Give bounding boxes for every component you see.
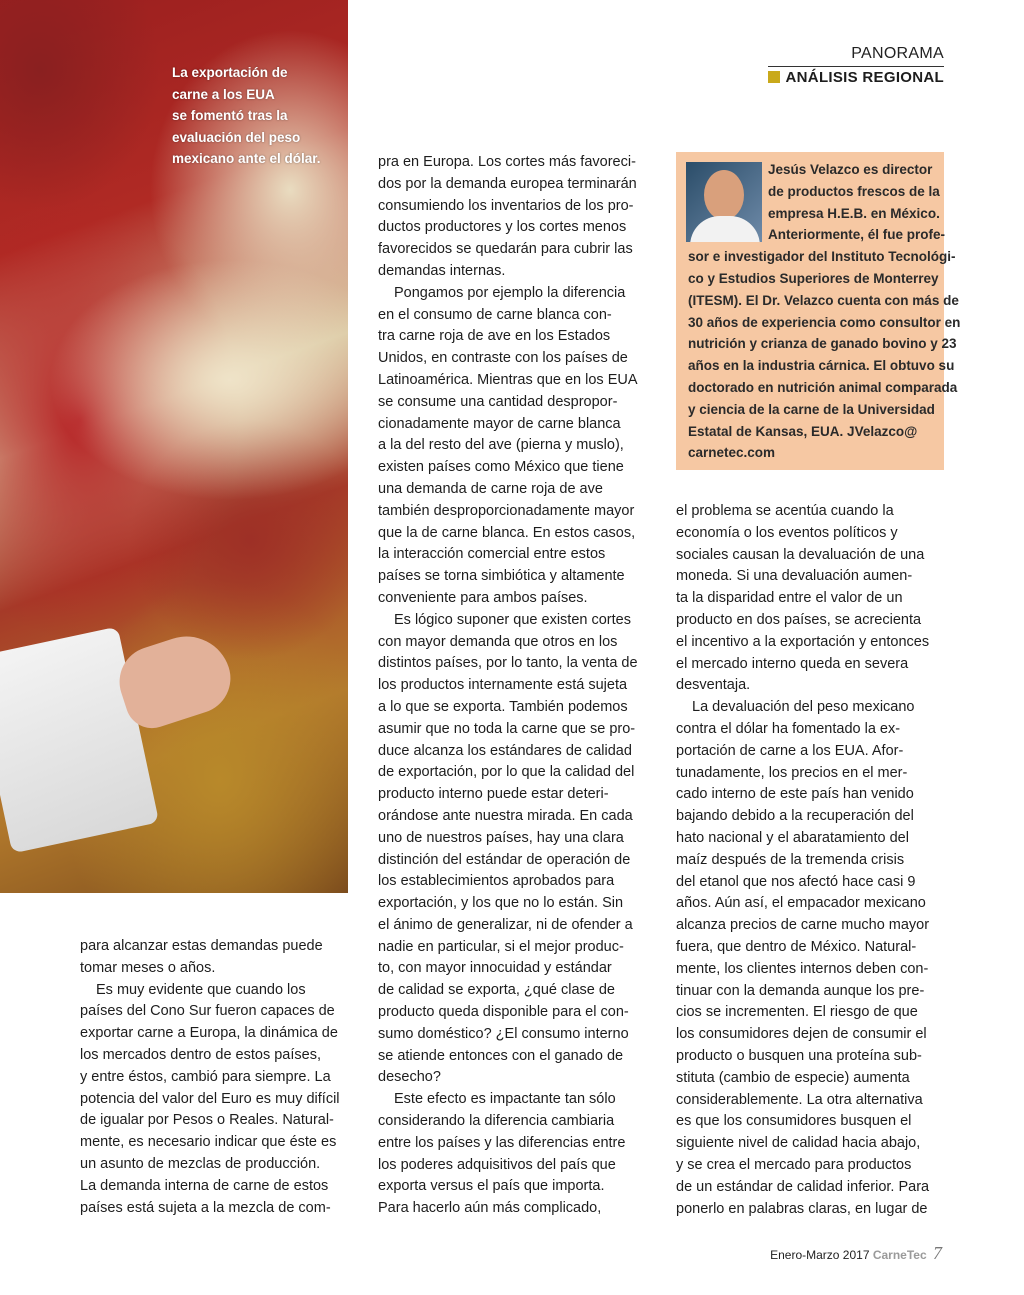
article-line: tinuar con la demanda aunque los pre- [676, 982, 925, 999]
article-line: exporta versus el país que importa. [378, 1178, 605, 1195]
article-column-2 [378, 152, 650, 1220]
article-line: Es lógico suponer que existen cortes [394, 611, 631, 628]
article-line: desventaja. [676, 677, 751, 694]
article-line: países está sujeta a la mezcla de com- [80, 1199, 331, 1216]
bio-line: 30 años de experiencia como consultor en [688, 314, 961, 330]
article-line: los productos internamente está sujeta [378, 677, 628, 694]
article-line: mente, es necesario indicar que éste es [80, 1134, 337, 1151]
article-line: de un estándar de calidad inferior. Para [676, 1178, 930, 1195]
article-line: una demanda de carne roja de ave [378, 480, 603, 497]
bio-line: años en la industria cárnica. El obtuvo su [688, 358, 955, 374]
article-line: potencia del valor del Euro es muy difícil [80, 1090, 340, 1107]
footer-issue: Enero-Marzo 2017 [770, 1248, 870, 1262]
bio-line: doctorado en nutrición animal comparada [688, 379, 958, 395]
bio-line: nutrición y crianza de ganado bovino y 23 [688, 336, 957, 352]
article-line: de calidad se exporta, ¿qué clase de [378, 982, 615, 999]
subsection-label: ANÁLISIS REGIONAL [785, 69, 944, 86]
article-line: también desproporcionadamente mayor [378, 502, 635, 519]
article-line: hato nacional y el abaratamiento del [676, 829, 909, 846]
article-line: los poderes adquisitivos del país que [378, 1156, 616, 1173]
article-line: a la del resto del ave (pierna y muslo), [378, 437, 624, 454]
article-line: considerablemente. La otra alternativa [676, 1091, 923, 1108]
bio-line: Estatal de Kansas, EUA. JVelazco@ [688, 423, 918, 439]
article-line: la interacción comercial entre estos [378, 546, 606, 563]
page-footer [770, 1243, 942, 1264]
article-line: y se crea el mercado para productos [676, 1156, 912, 1173]
article-line: consumiendo los inventarios de los pro- [378, 197, 634, 214]
article-line: Latinoamérica. Mientras que en los EUA [378, 371, 638, 388]
article-line: favorecidos se quedarán para cubrir las [378, 241, 633, 258]
article-line: del etanol que nos afectó hace casi 9 [676, 873, 916, 890]
article-line: ta la disparidad entre el valor de un [676, 590, 903, 607]
article-line: La demanda interna de carne de estos [80, 1177, 329, 1194]
article-line: producto interno puede estar deteri- [378, 786, 609, 803]
article-line: entre los países y las diferencias entre [378, 1134, 626, 1151]
article-line: Pongamos por ejemplo la diferencia [394, 284, 626, 301]
section-title: PANORAMA [768, 44, 944, 67]
article-line: Para hacerlo aún más complicado, [378, 1200, 602, 1217]
article-line: cionadamente mayor de carne blanca [378, 415, 621, 432]
article-line: producto queda disponible para el con- [378, 1004, 629, 1021]
article-line: portación de carne a los EUA. Afor- [676, 742, 904, 759]
bio-line: empresa H.E.B. en México. [768, 205, 940, 221]
article-line: el problema se acentúa cuando la [676, 503, 894, 519]
article-line: el ánimo de generalizar, ni de ofender a [378, 916, 633, 933]
article-line: es que los consumidores busquen el [676, 1113, 912, 1130]
article-line: con mayor demanda que otros en los [378, 633, 618, 650]
author-bio-text [688, 159, 960, 464]
article-column-1 [80, 936, 350, 1219]
article-line: mente, los clientes internos deben con- [676, 960, 929, 977]
article-line: conveniente para ambos países. [378, 589, 588, 606]
article-line: y entre éstos, cambió para siempre. La [80, 1068, 331, 1085]
article-line: demandas internas. [378, 262, 506, 279]
bio-line: carnetec.com [688, 445, 776, 461]
article-line: pra en Europa. Los cortes más favoreci- [378, 154, 636, 170]
article-line: producto en dos países, se acrecienta [676, 611, 922, 628]
article-line: uno de nuestros países, hay una clara [378, 829, 624, 846]
article-line: economía o los eventos políticos y [676, 524, 898, 541]
article-line: duce alcanza los estándares de calidad [378, 742, 632, 759]
article-line: cios se incrementen. El riesgo de que [676, 1004, 918, 1021]
article-line: moneda. Si una devaluación aumen- [676, 568, 913, 585]
article-line: to, con mayor innocuidad y estándar [378, 960, 612, 977]
article-line: los mercados dentro de estos países, [80, 1046, 321, 1063]
article-line: para alcanzar estas demandas puede [80, 938, 323, 954]
article-line: exportación, y los que no lo están. Sin [378, 895, 624, 912]
article-line: existen países como México que tiene [378, 459, 624, 476]
article-line: producto o busquen una proteína sub- [676, 1047, 922, 1064]
footer-brand: CarneTec [872, 1248, 927, 1262]
article-line: los consumidores dejen de consumir el [676, 1026, 927, 1043]
article-line: orándose ante nuestra mirada. En cada [378, 807, 633, 824]
article-line: dos por la demanda europea terminarán [378, 175, 637, 192]
article-line: distintos países, por lo tanto, la venta de [378, 655, 638, 672]
article-line: desecho? [378, 1069, 441, 1086]
page-number: 7 [933, 1243, 942, 1263]
article-line: a lo que se exporta. También podemos [378, 698, 628, 715]
article-line: un asunto de mezclas de producción. [80, 1155, 321, 1172]
bio-line: de productos frescos de la [768, 183, 940, 199]
article-line: bajando debido a la recuperación del [676, 808, 914, 825]
subsection-title [768, 67, 944, 89]
article-line: stituta (cambio de especie) aumenta [676, 1069, 910, 1086]
article-line: tra carne roja de ave en los Estados [378, 328, 611, 345]
photo-caption: La exportación de carne a los EUA se fomentó tras la evaluación del peso mexicano ante el dólar. [172, 65, 321, 166]
article-line: sociales causan la devaluación de una [676, 546, 925, 563]
article-line: Es muy evidente que cuando los [96, 981, 306, 998]
bio-line: Jesús Velazco es director [768, 162, 933, 177]
article-line: los establecimientos aprobados para [378, 873, 615, 890]
article-line: países se torna simbiótica y altamente [378, 568, 625, 585]
article-line: en el consumo de carne blanca con- [378, 306, 612, 323]
accent-square-icon [768, 71, 780, 83]
article-line: fuera, que dentro de México. Natural- [676, 938, 917, 955]
article-line: considerando la diferencia cambiaria [378, 1113, 615, 1130]
article-line: de exportación, por lo que la calidad del [378, 764, 635, 781]
article-line: países del Cono Sur fueron capaces de [80, 1003, 335, 1020]
article-line: que la de carne blanca. En estos casos, [378, 524, 636, 541]
article-line: distinción del estándar de operación de [378, 851, 631, 868]
article-line: tomar meses o años. [80, 959, 216, 976]
article-line: Este efecto es impactante tan sólo [394, 1091, 616, 1108]
author-bio-box [676, 152, 961, 470]
article-column-3 [676, 501, 948, 1220]
article-line: Unidos, en contraste con los países de [378, 350, 628, 367]
bio-line: y ciencia de la carne de la Universidad [688, 401, 935, 417]
article-line: el incentivo a la exportación y entonces [676, 633, 930, 650]
article-line: exportar carne a Europa, la dinámica de [80, 1025, 338, 1042]
article-line: de igualar por Pesos o Reales. Natural- [80, 1112, 334, 1129]
article-line: se atiende entonces con el ganado de [378, 1047, 624, 1064]
article-line: ductos productores y los cortes menos [378, 219, 627, 236]
article-line: maíz después de la tremenda crisis [676, 851, 905, 868]
article-line: tunadamente, los precios en el mer- [676, 764, 908, 781]
article-line: cado interno de este país han venido [676, 786, 914, 803]
article-line: siguiente nivel de calidad hacia abajo, [676, 1135, 921, 1152]
article-line: La devaluación del peso mexicano [692, 699, 915, 716]
article-line: alcanza precios de carne mucho mayor [676, 917, 930, 934]
article-line: años. Aún así, el empacador mexicano [676, 895, 926, 912]
article-line: ponerlo en palabras claras, en lugar de [676, 1200, 928, 1217]
bio-line: co y Estudios Superiores de Monterrey [688, 270, 939, 286]
article-line: el mercado interno queda en severa [676, 655, 909, 672]
bio-line: Anteriormente, él fue profe- [768, 227, 946, 243]
cover-photo [0, 0, 348, 893]
section-header [768, 44, 944, 89]
article-line: asumir que no toda la carne que se pro- [378, 720, 636, 737]
article-line: contra el dólar ha fomentado la ex- [676, 720, 901, 737]
bio-line: sor e investigador del Instituto Tecnológi- [688, 249, 956, 265]
article-line: se consume una cantidad despropor- [378, 393, 618, 410]
bio-line: (ITESM). El Dr. Velazco cuenta con más de [688, 292, 959, 308]
article-line: nadie en particular, si el mejor produc- [378, 938, 624, 955]
article-line: sumo doméstico? ¿El consumo interno [378, 1025, 629, 1042]
